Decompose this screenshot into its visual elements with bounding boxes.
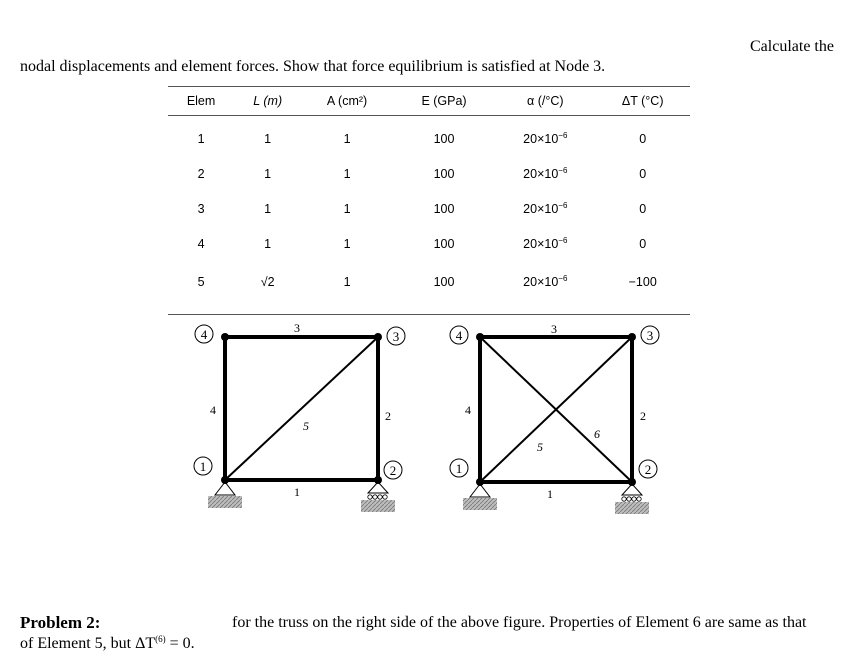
- left-roller-wheel: [373, 495, 377, 499]
- col-length: L (m): [253, 94, 283, 108]
- cell-elem: 1: [197, 131, 205, 146]
- right-roller-wheel: [627, 497, 631, 501]
- cell-delta-t: 0: [639, 131, 647, 146]
- cell-modulus: 100: [433, 201, 455, 216]
- col-area: A (cm²): [326, 94, 368, 108]
- right-roller-wheel: [632, 497, 636, 501]
- right-node-label-1: 1: [455, 461, 463, 476]
- right-joint-2: [628, 478, 636, 486]
- cell-elem: 3: [197, 201, 205, 216]
- left-truss: [194, 321, 405, 512]
- alpha-exp: −6: [558, 200, 568, 210]
- right-elem-label-1: 1: [547, 487, 553, 501]
- cell-elem: 4: [197, 236, 205, 251]
- intro-text: nodal displacements and element forces. Show that force equilibrium is satisfied at Node 3.: [20, 58, 606, 75]
- cell-elem: 2: [197, 166, 205, 181]
- left-roller-ground: [361, 500, 395, 512]
- left-elem-label-1: 1: [294, 485, 300, 499]
- cell-area: 1: [343, 166, 351, 181]
- cell-elem: 5: [197, 275, 205, 289]
- alpha-base: 20×10: [523, 275, 559, 290]
- cell-length: 1: [264, 201, 272, 216]
- col-elem: Elem: [186, 94, 216, 108]
- left-node-label-3: 3: [392, 329, 400, 344]
- cell-modulus: 100: [433, 166, 455, 181]
- alpha-base: 20×10: [523, 132, 559, 147]
- problem-text-line1: for the truss on the right side of the above figure. Properties of Element 6 are same as that: [232, 614, 807, 631]
- left-elem-label-4: 4: [210, 403, 216, 417]
- right-roller-wheel: [637, 497, 641, 501]
- right-roller-ground: [615, 502, 649, 514]
- right-elem-label-2: 2: [640, 409, 646, 423]
- left-joint-3: [374, 333, 382, 341]
- alpha-exp: −6: [558, 130, 568, 140]
- right-node-label-3: 3: [646, 328, 654, 343]
- cell-length: √2: [260, 275, 275, 289]
- right-roller-wheel: [622, 497, 626, 501]
- alpha-base: 20×10: [523, 237, 559, 252]
- cell-area: 1: [343, 275, 351, 289]
- cell-delta-t: 0: [639, 166, 647, 181]
- cell-length: 1: [264, 166, 272, 181]
- cell-area: 1: [343, 236, 351, 251]
- cell-area: 1: [343, 201, 351, 216]
- cell-delta-t: 0: [639, 201, 647, 216]
- right-joint-3: [628, 333, 636, 341]
- problem-text-line2-post: = 0.: [165, 635, 195, 652]
- left-joint-2: [374, 476, 382, 484]
- left-roller-wheel: [378, 495, 382, 499]
- alpha-exp: −6: [558, 165, 568, 175]
- alpha-exp: −6: [558, 274, 568, 284]
- alpha-exp: −6: [558, 235, 568, 245]
- right-elem-label-3: 3: [551, 322, 557, 336]
- left-node-label-1: 1: [199, 459, 207, 474]
- problem-text-line2-pre: of Element 5, but ΔT: [20, 635, 156, 652]
- left-elem-label-2: 2: [385, 409, 391, 423]
- problem-text-line2: [20, 634, 195, 653]
- left-element-5: [225, 337, 378, 480]
- cell-modulus: 100: [433, 236, 455, 251]
- right-elem-label-5: 5: [537, 440, 543, 454]
- right-truss: [450, 322, 659, 514]
- col-alpha: α (/°C): [527, 94, 564, 108]
- right-joint-4: [476, 333, 484, 341]
- left-roller-wheel: [383, 495, 387, 499]
- cell-delta-t: −100: [628, 275, 657, 289]
- cell-delta-t: 0: [639, 236, 647, 251]
- cell-modulus: 100: [433, 131, 455, 146]
- right-pin-ground: [463, 498, 497, 510]
- cell-area: 1: [343, 131, 351, 146]
- right-elem-label-4: 4: [465, 403, 471, 417]
- left-roller-wheel: [368, 495, 372, 499]
- left-node-label-2: 2: [389, 463, 397, 478]
- calculate-text: Calculate the: [750, 38, 834, 55]
- problem-text-line2-sup: (6): [155, 634, 166, 644]
- right-node-label-4: 4: [455, 328, 463, 343]
- left-joint-4: [221, 333, 229, 341]
- alpha-base: 20×10: [523, 202, 559, 217]
- left-node-label-4: 4: [200, 327, 208, 342]
- problem-heading: Problem 2:: [20, 613, 101, 632]
- cell-modulus: 100: [433, 275, 455, 289]
- cell-length: 1: [264, 131, 272, 146]
- cell-length: 1: [264, 236, 272, 251]
- left-pin-ground: [208, 496, 242, 508]
- right-node-label-2: 2: [644, 462, 652, 477]
- left-elem-label-3: 3: [294, 321, 300, 335]
- col-delta-t: ΔT (°C): [621, 94, 664, 108]
- left-elem-label-5: 5: [303, 419, 309, 433]
- alpha-base: 20×10: [523, 167, 559, 182]
- col-modulus: E (GPa): [421, 94, 467, 108]
- right-elem-label-6: 6: [594, 427, 600, 441]
